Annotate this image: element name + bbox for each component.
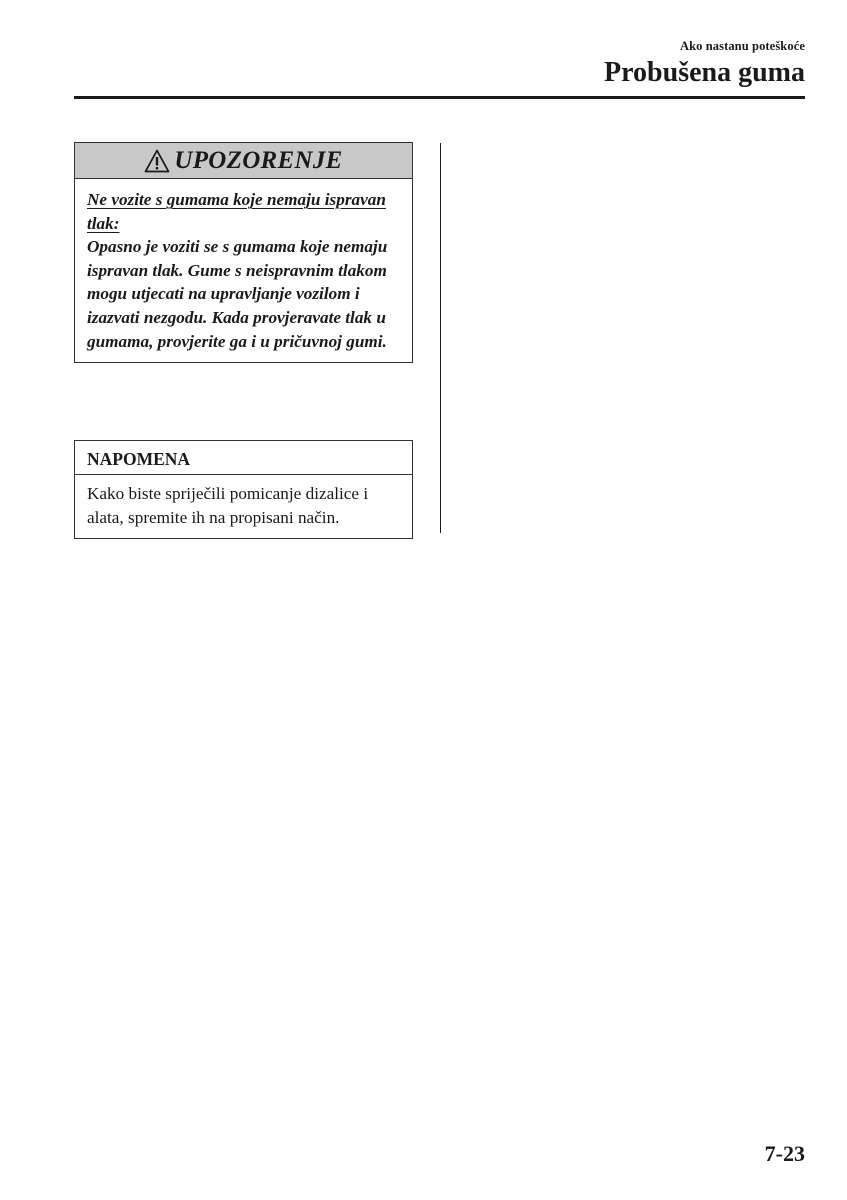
- header-rule: [74, 96, 805, 99]
- section-label: Ako nastanu poteškoće: [679, 39, 805, 53]
- warning-triangle-icon: [144, 149, 170, 173]
- page-title: Probušena guma: [604, 57, 805, 88]
- warning-subhead: Ne vozite s gumama koje nemaju ispravan tlak:: [87, 190, 386, 233]
- warning-text: Opasno je voziti se s gumama koje nemaju ispravan tlak. Gume s neispravnim tlakom mogu utjecati na upravljanje vozilom i izazvati nezgodu. Kada provjeravate tlak u gumama, provjerite ga i u pričuvnoj gumi.: [87, 237, 388, 351]
- note-title: NAPOMENA: [75, 441, 412, 475]
- page-number: 7-23: [764, 1141, 805, 1166]
- warning-title: UPOZORENJE: [174, 146, 343, 174]
- warning-header: [75, 143, 412, 179]
- note-text: Kako biste spriječili pomicanje dizalice i alata, spremite ih na propisani način.: [87, 484, 369, 527]
- column-divider: [440, 143, 441, 533]
- warning-body: [75, 179, 412, 362]
- note-box: [74, 440, 413, 539]
- warning-box: [74, 142, 413, 363]
